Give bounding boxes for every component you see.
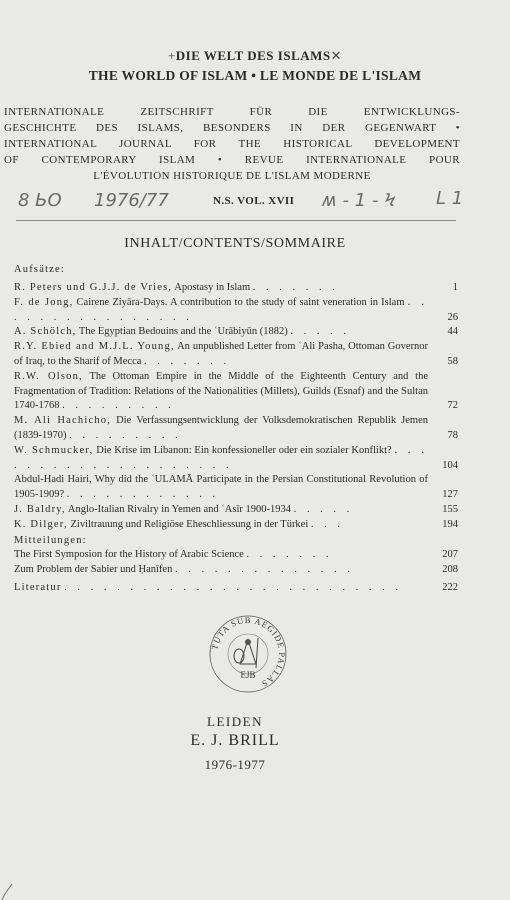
subtitle-line-2: GESCHICHTE DES ISLAMS, BESONDERS IN DER GEGENWART • — [4, 122, 460, 134]
page-number: 104 — [442, 459, 458, 471]
section-label-aufsaetze: Aufsätze: — [14, 264, 66, 275]
page-number: 207 — [442, 549, 458, 561]
subtitle-line-3: INTERNATIONAL JOURNAL FOR THE HISTORICAL DEVELOPMENT — [4, 138, 460, 150]
toc-entry[interactable]: Literatur . . . . . . . . . . . . . . . . . . . . . . . . . . 222 — [14, 581, 458, 596]
toc-entry[interactable]: A. Schölch, The Egyptian Bedouins and the ʿUrābiyūn (1882) . . . . . 44 — [14, 325, 458, 340]
page-number: 194 — [442, 518, 458, 530]
toc-entry[interactable]: Abdul-Hadi Hairi, Why did the ʿULAMĀ Participate in the Persian Constitutional Revolution of 1905-1909? . . . . . . . . . . . . 127 — [14, 473, 458, 503]
page-number: 1 — [452, 282, 458, 293]
handwritten-x-mark: ✕ — [330, 48, 343, 63]
articles-list — [14, 281, 458, 596]
journal-title-german: +DIE WELT DES ISLAMS✕ — [167, 48, 343, 63]
handwritten-shelfmark: 8 ЬО — [18, 190, 62, 211]
volume-label: N.S. VOL. XVII — [213, 195, 295, 207]
page-number: 155 — [442, 503, 458, 515]
publisher-name: E. J. BRILL — [190, 732, 280, 749]
toc-entry[interactable]: R.Y. Ebied and M.J.L. Young, An unpublished Letter from ʿAli Pasha, Ottoman Governor of Iraq, to the Sharif of Mecca . . . . . . . 58 — [14, 340, 458, 370]
page-number: 78 — [447, 429, 458, 441]
subtitle-line-1: INTERNATIONALE ZEITSCHRIFT FÜR DIE ENTWICKLUNGS- — [4, 106, 460, 118]
page-number: 127 — [442, 489, 458, 501]
handwritten-code: L 1 — [436, 188, 464, 209]
toc-entry[interactable]: F. de Jong, Cairene Ziyāra-Days. A contribution to the study of saint veneration in Islam . . . . . . . . . . . . . . . . 26 — [14, 296, 458, 326]
toc-entry[interactable]: K. Dilger, Ziviltrauung und Religiöse Eheschliessung in der Türkei . . . 194 — [14, 518, 458, 533]
page-number: 44 — [447, 326, 458, 338]
subtitle-line-4: OF CONTEMPORARY ISLAM • REVUE INTERNATIONALE POUR — [4, 154, 460, 166]
toc-entry[interactable]: M. Ali Hachicho, Die Verfassungsentwicklung der Volksdemokratischen Republik Jemen (1839-1970) . . . . . . . . . 78 — [14, 414, 458, 444]
handwritten-year: 1976/77 — [94, 190, 169, 211]
toc-entry[interactable]: W. Schmucker, Die Krise im Libanon: Ein konfessioneller oder ein sozialer Konflikt? . . . . . . . . . . . . . . . . . . . . 104 — [14, 444, 458, 474]
page-number: 72 — [447, 400, 458, 412]
toc-entry[interactable]: Zum Problem der Sabier und Ḥanīfen . . . . . . . . . . . . . . 208 — [14, 563, 458, 578]
journal-title-english-french: THE WORLD OF ISLAM • LE MONDE DE L'ISLAM — [88, 68, 422, 83]
publication-years: 1976-1977 — [204, 757, 266, 772]
toc-entry[interactable]: J. Baldry, Anglo-Italian Rivalry in Yemen and ʿAsīr 1900-1934 . . . . . 155 — [14, 503, 458, 518]
subtitle-line-5: L'ÉVOLUTION HISTORIQUE DE L'ISLAM MODERNE — [93, 170, 371, 182]
toc-entry[interactable]: R.W. Olson, The Ottoman Empire in the Middle of the Eighteenth Century and the Fragmentation of Tradition: Relations of the Nationalities (Millets), Guilds (Esnaf) and the Sultan 1740-1768 . . . . . . . . . 72 — [14, 370, 458, 414]
page-number: 208 — [442, 564, 458, 576]
seal-ring-text: TUTA SUB AEGIDE PALLAS — [209, 614, 288, 690]
volume-row — [0, 184, 510, 224]
publisher-city: LEIDEN — [207, 714, 263, 729]
toc-entry[interactable]: The First Symposion for the History of Arabic Science . . . . . . . 207 — [14, 548, 458, 563]
divider-rule — [16, 220, 456, 221]
pencil-mark-icon — [0, 880, 18, 900]
toc-entry[interactable]: R. Peters und G.J.J. de Vries, Apostasy in Islam . . . . . . . 1 — [14, 281, 458, 296]
seal-monogram: EJB — [240, 670, 256, 680]
page-number: 58 — [447, 355, 458, 367]
section-label-mitteilungen: Mitteilungen: — [14, 534, 87, 546]
handwritten-date: ʍ - 1 - Ϟ — [322, 190, 396, 211]
publisher-seal-icon — [206, 612, 290, 696]
page-number: 26 — [447, 311, 458, 323]
handwritten-cross-mark: + — [167, 48, 176, 63]
page-number: 222 — [442, 581, 458, 593]
contents-heading: INHALT/CONTENTS/SOMMAIRE — [124, 236, 346, 251]
